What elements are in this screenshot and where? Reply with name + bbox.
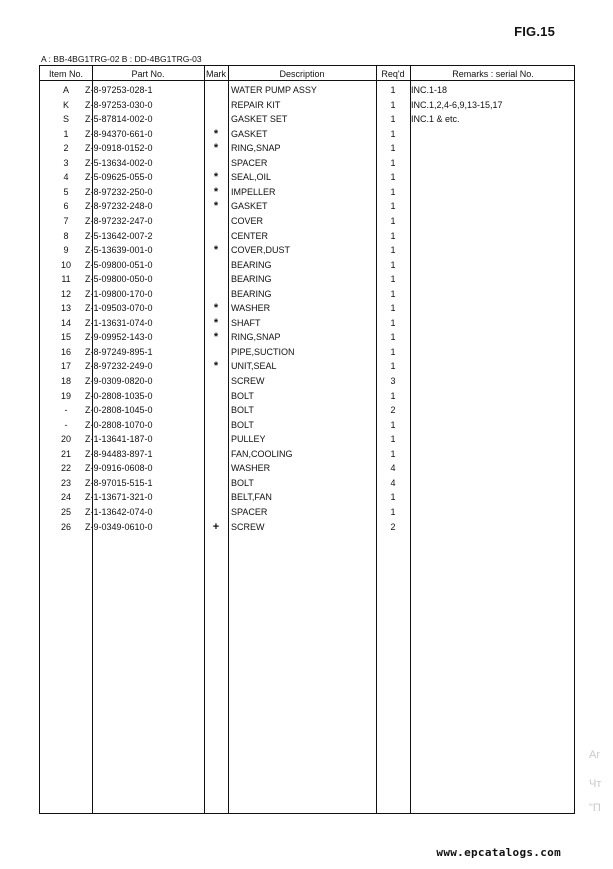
table-row: [40, 170, 574, 185]
cell-description: COVER,DUST: [231, 245, 291, 256]
cell-description: SCREW: [231, 376, 265, 386]
table-row: [40, 505, 574, 520]
cell-mark: [204, 418, 228, 432]
cell-item-no: 24: [60, 492, 71, 503]
cell-remarks: [411, 229, 577, 243]
cell-reqd: 1: [390, 157, 396, 168]
cell-item-no: 11: [61, 274, 71, 285]
cell-reqd: 1: [390, 303, 396, 314]
cell-item-no: 19: [60, 390, 71, 401]
cell-reqd: 2: [390, 521, 396, 532]
cell-part-no: Z-8-94370-661-0: [85, 128, 153, 139]
cell-remarks: [411, 272, 577, 286]
cell-reqd: 1: [390, 434, 396, 445]
table-row: [40, 258, 574, 273]
cell-item-no: 4: [63, 172, 69, 183]
table-row: [40, 389, 574, 404]
cell-description: SCREW: [231, 521, 265, 532]
table-row: [40, 185, 574, 200]
cell-reqd: 1: [390, 288, 396, 299]
cell-description: UNIT,SEAL: [231, 361, 277, 372]
cell-item-no: 25: [60, 506, 71, 517]
cell-reqd: 1: [390, 172, 396, 183]
cell-mark: +: [212, 520, 220, 533]
cell-mark: [204, 98, 228, 112]
table-row: [40, 447, 574, 462]
cell-remarks: [411, 316, 577, 330]
cell-remarks: INC.1-18: [411, 85, 448, 95]
table-row: [40, 229, 574, 244]
cell-remarks: [411, 418, 577, 432]
cell-part-no: Z-0-2808-1070-0: [85, 419, 153, 430]
table-row: [40, 316, 574, 331]
cell-mark: *: [213, 331, 219, 344]
cell-item-no: 17: [60, 361, 71, 372]
cell-description: SPACER: [231, 506, 268, 517]
cell-part-no: Z-5-09800-051-0: [85, 259, 153, 270]
cell-description: FAN,COOLING: [231, 448, 293, 459]
cell-remarks: [411, 505, 577, 519]
cell-mark: *: [213, 171, 219, 184]
cell-description: WASHER: [231, 463, 271, 474]
cell-part-no: Z-8-97232-249-0: [85, 361, 153, 372]
cell-remarks: INC.1,2,4-6,9,13-15,17: [411, 99, 503, 110]
table-row: [40, 272, 574, 287]
cell-part-no: Z-5-09625-055-0: [85, 172, 153, 183]
cell-description: GASKET SET: [231, 114, 288, 125]
cell-mark: [204, 403, 228, 417]
cell-reqd: 3: [390, 376, 396, 386]
cell-part-no: Z-0-2808-1035-0: [85, 390, 153, 401]
cell-item-no: 16: [60, 346, 71, 357]
table-row: [40, 418, 574, 433]
cell-mark: *: [213, 127, 219, 140]
cell-mark: [204, 447, 228, 461]
cell-remarks: [411, 359, 577, 373]
cell-mark: *: [213, 302, 219, 315]
cell-reqd: 2: [390, 405, 396, 416]
cell-item-no: 6: [63, 201, 69, 212]
cell-part-no: Z-1-13642-074-0: [85, 506, 153, 517]
watermark-line: Ar: [589, 749, 600, 761]
cell-reqd: 1: [390, 332, 396, 343]
cell-description: RING,SNAP: [231, 332, 281, 343]
cell-item-no: 23: [60, 477, 71, 488]
cell-item-no: -: [64, 419, 68, 430]
cell-remarks: [411, 127, 577, 141]
cell-item-no: 10: [60, 259, 71, 270]
table-row: [40, 243, 574, 258]
table-row: [40, 461, 574, 476]
cell-reqd: 1: [390, 114, 396, 125]
cell-reqd: 1: [390, 448, 396, 459]
table-row: [40, 98, 574, 113]
cell-item-no: -: [64, 405, 68, 416]
table-row: [40, 83, 574, 98]
cell-description: BEARING: [231, 274, 272, 285]
table-row: [40, 127, 574, 142]
cell-mark: [204, 476, 228, 490]
cell-reqd: 1: [390, 143, 396, 154]
cell-reqd: 1: [390, 259, 396, 270]
cell-part-no: Z-5-09800-050-0: [85, 274, 153, 285]
cell-item-no: 2: [63, 143, 69, 154]
cell-description: PIPE,SUCTION: [231, 346, 295, 357]
table-row: [40, 112, 574, 127]
cell-mark: [204, 374, 228, 388]
cell-description: BELT,FAN: [231, 492, 272, 503]
cell-item-no: 3: [63, 157, 69, 168]
cell-description: BOLT: [231, 477, 254, 488]
cell-reqd: 1: [390, 419, 396, 430]
cell-part-no: Z-1-09503-070-0: [85, 303, 153, 314]
cell-reqd: 1: [390, 492, 396, 503]
table-row: [40, 490, 574, 505]
cell-mark: [204, 345, 228, 359]
cell-mark: [204, 258, 228, 272]
cell-mark: *: [213, 244, 219, 257]
table-row: [40, 301, 574, 316]
cell-remarks: [411, 141, 577, 155]
cell-part-no: Z-8-97253-028-1: [85, 85, 153, 95]
header-part-no: Part No.: [131, 69, 165, 79]
cell-remarks: [411, 345, 577, 359]
header-item-no: Item No.: [48, 69, 83, 79]
cell-mark: [204, 389, 228, 403]
cell-mark: [204, 229, 228, 243]
parts-table: [39, 65, 575, 814]
cell-item-no: K: [62, 99, 69, 110]
header-mark: Mark: [206, 69, 226, 79]
cell-item-no: 18: [60, 376, 71, 386]
cell-mark: [204, 461, 228, 475]
cell-remarks: [411, 447, 577, 461]
cell-mark: [204, 83, 228, 97]
cell-mark: [204, 272, 228, 286]
cell-mark: [204, 214, 228, 228]
cell-part-no: Z-8-97015-515-1: [85, 477, 153, 488]
cell-remarks: [411, 476, 577, 490]
table-row: [40, 476, 574, 491]
cell-reqd: 4: [390, 477, 396, 488]
cell-reqd: 1: [390, 128, 396, 139]
model-legend: A : BB-4BG1TRG-02 B : DD-4BG1TRG-03: [41, 54, 202, 64]
header-reqd: Req'd: [381, 69, 405, 79]
watermark-line: "П: [589, 802, 601, 814]
cell-description: BOLT: [231, 405, 254, 416]
cell-mark: *: [213, 200, 219, 213]
cell-remarks: [411, 243, 577, 257]
header-remarks: Remarks : serial No.: [452, 69, 534, 79]
cell-remarks: INC.1 & etc.: [411, 114, 460, 125]
cell-mark: *: [213, 185, 219, 198]
cell-item-no: 22: [60, 463, 71, 474]
cell-remarks: [411, 287, 577, 301]
cell-remarks: [411, 170, 577, 184]
cell-reqd: 1: [390, 506, 396, 517]
table-row: [40, 520, 574, 535]
table-row: [40, 141, 574, 156]
cell-item-no: 12: [60, 288, 71, 299]
cell-part-no: Z-9-0916-0608-0: [85, 463, 153, 474]
cell-reqd: 1: [390, 361, 396, 372]
cell-description: COVER: [231, 215, 264, 226]
cell-mark: [204, 112, 228, 126]
cell-description: GASKET: [231, 201, 268, 212]
table-row: [40, 345, 574, 360]
table-row: [40, 359, 574, 374]
cell-remarks: [411, 330, 577, 344]
cell-item-no: 5: [63, 186, 69, 197]
cell-item-no: 20: [60, 434, 71, 445]
cell-item-no: 21: [60, 448, 71, 459]
cell-item-no: A: [62, 85, 69, 95]
cell-part-no: Z-0-2808-1045-0: [85, 405, 153, 416]
cell-remarks: [411, 389, 577, 403]
cell-reqd: 1: [390, 245, 396, 256]
figure-label: FIG.15: [514, 24, 555, 39]
cell-description: BEARING: [231, 259, 272, 270]
table-row: [40, 214, 574, 229]
cell-reqd: 1: [390, 274, 396, 285]
table-row: [40, 330, 574, 345]
cell-part-no: Z-9-0349-0610-0: [85, 521, 153, 532]
table-row: [40, 403, 574, 418]
cell-part-no: Z-5-13639-001-0: [85, 245, 153, 256]
cell-part-no: Z-5-13634-002-0: [85, 157, 153, 168]
table-row: [40, 287, 574, 302]
cell-description: RING,SNAP: [231, 143, 281, 154]
cell-item-no: 13: [60, 303, 71, 314]
cell-item-no: 1: [63, 128, 69, 139]
cell-description: SEAL,OIL: [231, 172, 272, 183]
table-row: [40, 374, 574, 389]
cell-description: BOLT: [231, 390, 254, 401]
cell-reqd: 1: [390, 85, 396, 95]
cell-mark: [204, 490, 228, 504]
cell-part-no: Z-9-09952-143-0: [85, 332, 153, 343]
cell-part-no: Z-9-0918-0152-0: [85, 143, 153, 154]
cell-description: PULLEY: [231, 434, 266, 445]
cell-remarks: [411, 520, 577, 534]
cell-description: SPACER: [231, 157, 268, 168]
cell-reqd: 4: [390, 463, 396, 474]
cell-description: SHAFT: [231, 317, 261, 328]
cell-remarks: [411, 374, 577, 388]
cell-part-no: Z-1-09800-170-0: [85, 288, 153, 299]
cell-item-no: 9: [63, 245, 69, 256]
cell-description: IMPELLER: [231, 186, 276, 197]
cell-remarks: [411, 490, 577, 504]
cell-description: WATER PUMP ASSY: [231, 85, 317, 95]
cell-remarks: [411, 301, 577, 315]
cell-remarks: [411, 156, 577, 170]
cell-part-no: Z-8-97232-250-0: [85, 186, 153, 197]
table-row: [40, 156, 574, 171]
cell-mark: [204, 156, 228, 170]
cell-item-no: 8: [63, 230, 69, 241]
cell-part-no: Z-1-13631-074-0: [85, 317, 153, 328]
footer-url: www.epcatalogs.com: [436, 846, 561, 859]
cell-item-no: 26: [60, 521, 71, 532]
table-row: [40, 432, 574, 447]
cell-remarks: [411, 199, 577, 213]
header-description: Description: [279, 69, 325, 79]
cell-description: WASHER: [231, 303, 271, 314]
cell-description: REPAIR KIT: [231, 99, 281, 110]
cell-part-no: Z-9-0309-0820-0: [85, 376, 153, 386]
cell-remarks: [411, 214, 577, 228]
cell-reqd: 1: [390, 201, 396, 212]
cell-reqd: 1: [390, 317, 396, 328]
cell-remarks: [411, 432, 577, 446]
cell-description: BEARING: [231, 288, 272, 299]
cell-item-no: S: [62, 114, 69, 125]
cell-item-no: 7: [63, 215, 69, 226]
cell-part-no: Z-8-94483-897-1: [85, 448, 153, 459]
cell-mark: *: [213, 316, 219, 329]
cell-part-no: Z-5-87814-002-0: [85, 114, 153, 125]
watermark-line: Чт: [589, 778, 602, 790]
cell-part-no: Z-1-13671-321-0: [85, 492, 153, 503]
cell-item-no: 14: [60, 317, 71, 328]
cell-mark: [204, 432, 228, 446]
cell-part-no: Z-8-97253-030-0: [85, 99, 153, 110]
cell-item-no: 15: [60, 332, 71, 343]
cell-part-no: Z-8-97232-248-0: [85, 201, 153, 212]
cell-remarks: [411, 403, 577, 417]
cell-reqd: 1: [390, 99, 396, 110]
cell-remarks: [411, 258, 577, 272]
cell-mark: *: [213, 142, 219, 155]
cell-reqd: 1: [390, 186, 396, 197]
table-row: [40, 199, 574, 214]
cell-reqd: 1: [390, 215, 396, 226]
cell-description: BOLT: [231, 419, 254, 430]
cell-mark: [204, 505, 228, 519]
cell-part-no: Z-8-97249-895-1: [85, 346, 153, 357]
cell-reqd: 1: [390, 390, 396, 401]
cell-description: CENTER: [231, 230, 269, 241]
cell-reqd: 1: [390, 230, 396, 241]
cell-remarks: [411, 461, 577, 475]
cell-remarks: [411, 185, 577, 199]
cell-mark: [204, 287, 228, 301]
cell-reqd: 1: [390, 346, 396, 357]
cell-mark: *: [213, 360, 219, 373]
cell-part-no: Z-8-97232-247-0: [85, 215, 153, 226]
cell-part-no: Z-5-13642-007-2: [85, 230, 153, 241]
cell-part-no: Z-1-13641-187-0: [85, 434, 153, 445]
cell-description: GASKET: [231, 128, 268, 139]
